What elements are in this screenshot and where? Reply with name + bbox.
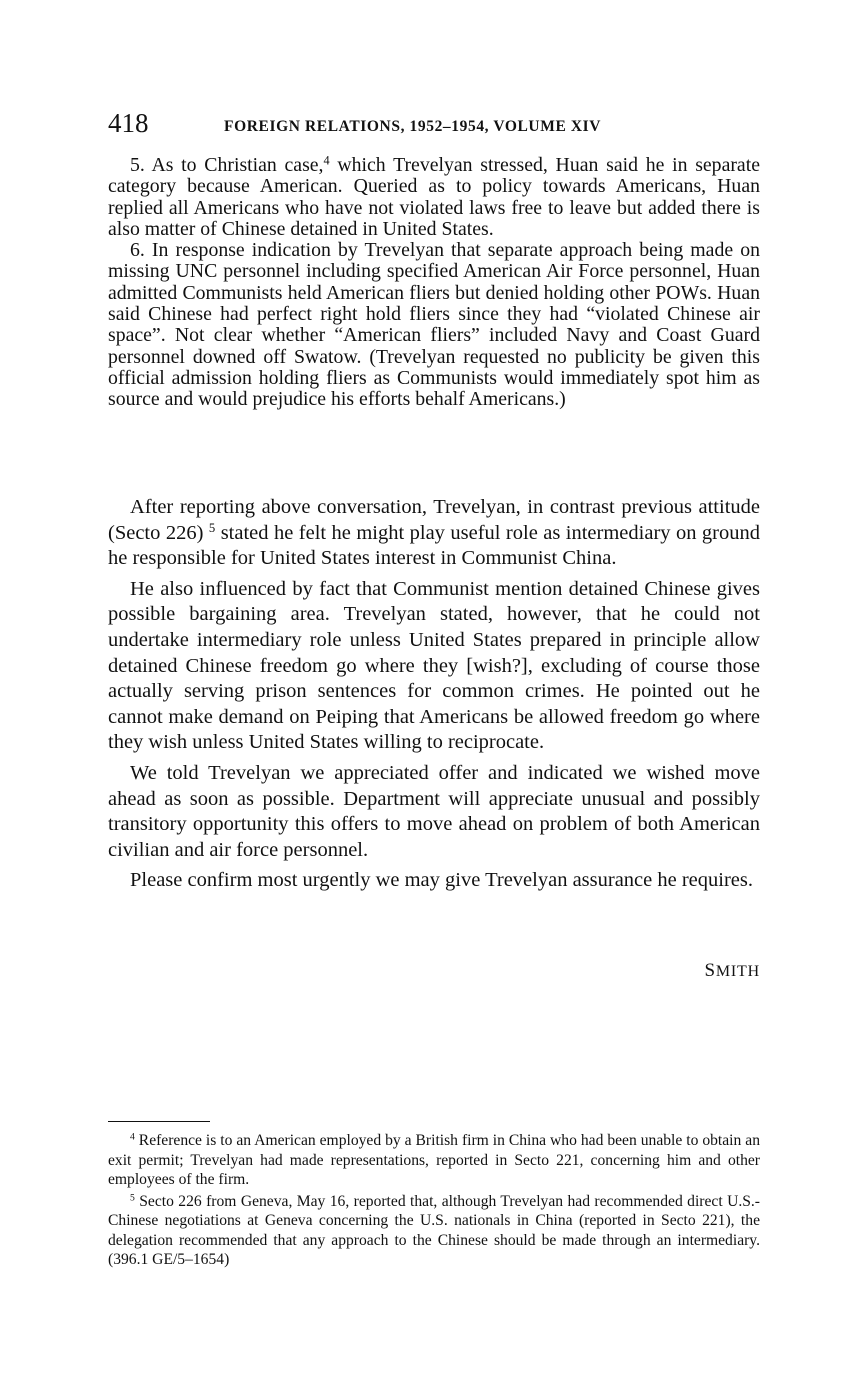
footnote-5-text: Secto 226 from Geneva, May 16, reported that, although Trevelyan had recommended direct U.S.-Chinese negotiations at Geneva concerning the U.S. nationals in China (reported in Secto 221), the delegation recommended that any approach to the Chinese should be made through an intermediary. (396.1 GE/5–1654)	[108, 1192, 760, 1268]
body-paragraph-1-text-b: stated he felt he might play useful role as intermediary on ground he responsible for United States interest in Communist China.	[108, 521, 761, 570]
running-head: FOREIGN RELATIONS, 1952–1954, VOLUME XIV	[224, 118, 602, 135]
footnote-divider	[108, 1121, 210, 1122]
body-paragraph-2: He also influenced by fact that Communist mention detained Chinese gives possible bargaining area. Trevelyan stated, however, that he could not undertake intermediary role unless United States prepared in principle allow detained Chinese freedom go where they [wish?], excluding of course those actually serving prison sentences for common crimes. He pointed out he cannot make demand on Peiping that Americans be allowed freedom go where they wish unless United States willing to reciprocate.	[108, 577, 760, 754]
report-paragraph-5	[108, 155, 760, 240]
report-paragraph-5-text-a: 5. As to Christian case,	[130, 154, 324, 176]
footnote-5-mark: 5	[130, 1192, 135, 1204]
body-paragraph-1	[108, 495, 760, 572]
quoted-report	[108, 155, 760, 411]
signature-initial: S	[704, 960, 716, 981]
body-paragraph-1-text-a: After reporting above conversation, Trevelyan, in contrast previous attitude (Secto 226)	[108, 496, 760, 544]
footnotes	[108, 1131, 760, 1272]
body-paragraph-4: Please confirm most urgently we may give Trevelyan assurance he requires.	[130, 869, 753, 892]
page-number: 418	[108, 108, 149, 138]
footnote-ref-4: 4	[323, 153, 330, 168]
footnote-4-text: Reference is to an American employed by a British firm in China who had been unable to obtain an exit permit; Trevelyan had made representations, reported in Secto 221, concerning him and other employees of the firm.	[108, 1132, 760, 1188]
signature	[705, 960, 760, 982]
footnote-5	[108, 1192, 760, 1270]
footnote-ref-5: 5	[208, 520, 216, 535]
body-text	[108, 495, 760, 899]
signature-rest: MITH	[715, 963, 760, 980]
body-paragraph-3: We told Trevelyan we appreciated offer and indicated we wished move ahead as soon as possible. Department will appreciate unusual and possibly transitory opportunity this offers to move ahead on problem of both American civilian and air force personnel.	[108, 761, 760, 861]
page-header	[108, 108, 768, 140]
footnote-4-mark: 4	[130, 1131, 135, 1143]
report-paragraph-6: 6. In response indication by Trevelyan that separate approach being made on missing UNC personnel including specified American Air Force personnel, Huan admitted Communists held American fliers but denied holding other POWs. Huan said Chinese had perfect right hold fliers since they had “violated Chinese air space”. Not clear whether “American fliers” included Navy and Coast Guard personnel downed off Swatow. (Trevelyan requested no publicity be given this official admission holding fliers as Communists would immediately spot him as source and would prejudice his efforts behalf Americans.)	[108, 239, 760, 411]
footnote-4	[108, 1131, 760, 1190]
report-paragraph-5-text-b: which Trevelyan stressed, Huan said he in separate category because American. Queried as to policy towards Americans, Huan replied all Americans who have not violated laws free to leave but added there is also matter of Chinese detained in United States.	[108, 154, 760, 240]
